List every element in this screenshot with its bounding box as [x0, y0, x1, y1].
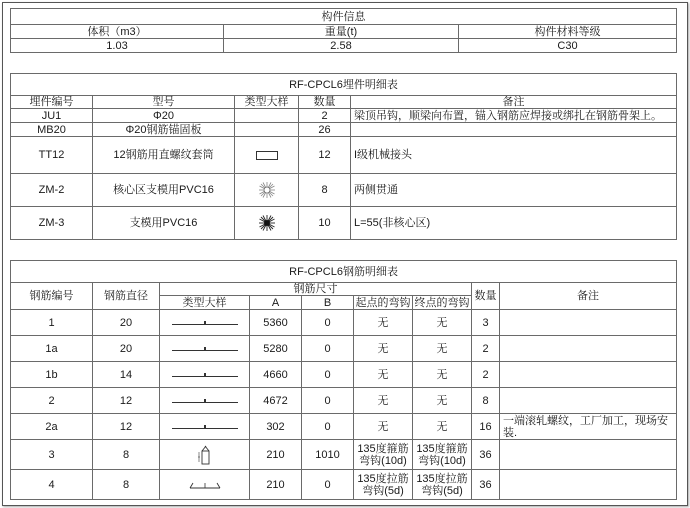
rebar-hook-end: 135度拉筋弯钩(5d): [413, 470, 472, 500]
rebar-sample: [160, 388, 250, 414]
embed-header-sample: 类型大样: [235, 96, 299, 109]
table-row: [11, 207, 677, 240]
starburst-dark-icon: [257, 213, 277, 233]
rebar-b: 0: [302, 388, 354, 414]
embed-qty: 12: [299, 137, 351, 174]
rebar-hook-start: 无: [354, 310, 413, 336]
rebar-a: 210: [250, 470, 302, 500]
rebar-header-sample: 类型大样: [160, 296, 250, 310]
rebar-a: 5280: [250, 336, 302, 362]
embed-id: MB20: [11, 123, 93, 137]
rebar-dia: 14: [93, 362, 160, 388]
embed-model: Φ20: [93, 109, 235, 123]
rebar-header-note: 备注: [500, 283, 677, 310]
rect-icon: [256, 151, 278, 160]
rebar-note: 一端滚轧螺纹，工厂加工，现场安装.: [500, 414, 677, 440]
rebar-note: [500, 388, 677, 414]
rebar-qty: 2: [472, 362, 500, 388]
embed-note: 两侧贯通: [351, 174, 677, 207]
embed-header-id: 埋件编号: [11, 96, 93, 109]
rebar-b: 1010: [302, 440, 354, 470]
table-row: [11, 440, 677, 470]
rebar-sample: [160, 440, 250, 470]
rebar-hook-end: 无: [413, 414, 472, 440]
embedded-parts-table: [10, 73, 677, 240]
rebar-qty: 3: [472, 310, 500, 336]
rebar-qty: 16: [472, 414, 500, 440]
rebar-b: 0: [302, 336, 354, 362]
table-row: [11, 109, 677, 123]
embed-sample: [235, 207, 299, 240]
rebar-sample: [160, 310, 250, 336]
embed-sample: [235, 174, 299, 207]
info-weight-value: 2.58: [224, 39, 459, 53]
table-row: [11, 388, 677, 414]
table-row: [11, 310, 677, 336]
rebar-hook-start: 135度箍筋弯钩(10d): [354, 440, 413, 470]
straight-bar-icon: [172, 422, 238, 432]
rebar-header-a: A: [250, 296, 302, 310]
rebar-sample: [160, 470, 250, 500]
table-row: [11, 336, 677, 362]
embed-id: ZM-3: [11, 207, 93, 240]
info-header-grade: 构件材料等级: [459, 25, 677, 39]
rebar-note: [500, 336, 677, 362]
rebar-qty: 2: [472, 336, 500, 362]
info-header-weight: 重量(t): [224, 25, 459, 39]
embed-id: JU1: [11, 109, 93, 123]
embed-header-note: 备注: [351, 96, 677, 109]
rebar-id: 3: [11, 440, 93, 470]
table-row: [11, 174, 677, 207]
rebar-hook-end: 无: [413, 388, 472, 414]
embed-model: 核心区支模用PVC16: [93, 174, 235, 207]
table-row: [11, 414, 677, 440]
rebar-hook-start: 无: [354, 362, 413, 388]
info-title: 构件信息: [11, 9, 677, 25]
rebar-hook-start: 135度拉筋弯钩(5d): [354, 470, 413, 500]
info-volume-value: 1.03: [11, 39, 224, 53]
rebar-qty: 36: [472, 440, 500, 470]
table-row: [11, 470, 677, 500]
embed-qty: 26: [299, 123, 351, 137]
rebar-dia: 20: [93, 336, 160, 362]
rebar-a: 302: [250, 414, 302, 440]
rebar-hook-start: 无: [354, 336, 413, 362]
rebar-a: 210: [250, 440, 302, 470]
table-row: [11, 137, 677, 174]
embed-model: Φ20钢筋锚固板: [93, 123, 235, 137]
rebar-sample: [160, 336, 250, 362]
embed-qty: 8: [299, 174, 351, 207]
straight-bar-icon: [172, 318, 238, 328]
rebar-id: 2a: [11, 414, 93, 440]
embed-sample: [235, 109, 299, 123]
rebar-header-id: 钢筋编号: [11, 283, 93, 310]
component-info-table: [10, 8, 677, 53]
rebar-a: 4672: [250, 388, 302, 414]
rebar-dia: 12: [93, 388, 160, 414]
rebar-b: 0: [302, 362, 354, 388]
embed-qty: 2: [299, 109, 351, 123]
straight-bar-icon: [172, 370, 238, 380]
rebar-note: [500, 310, 677, 336]
rebar-dia: 20: [93, 310, 160, 336]
embed-header-model: 型号: [93, 96, 235, 109]
rebar-hook-end: 无: [413, 362, 472, 388]
rebar-a: 5360: [250, 310, 302, 336]
rebar-id: 2: [11, 388, 93, 414]
rebar-b: 0: [302, 470, 354, 500]
rebar-b: 0: [302, 414, 354, 440]
embed-model: 12钢筋用直螺纹套筒: [93, 137, 235, 174]
rebar-dia: 8: [93, 440, 160, 470]
rebar-title: RF-CPCL6钢筋明细表: [11, 261, 677, 283]
rebar-dia: 12: [93, 414, 160, 440]
rebar-note: [500, 470, 677, 500]
rebar-qty: 36: [472, 470, 500, 500]
rebar-id: 1: [11, 310, 93, 336]
rebar-header-qty: 数量: [472, 283, 500, 310]
embed-title: RF-CPCL6埋件明细表: [11, 74, 677, 96]
embed-note: [351, 123, 677, 137]
info-header-volume: 体积（m3）: [11, 25, 224, 39]
embed-header-qty: 数量: [299, 96, 351, 109]
rebar-dia: 8: [93, 470, 160, 500]
rebar-header-hook-start: 起点的弯钩: [355, 296, 411, 309]
rebar-id: 4: [11, 470, 93, 500]
rebar-qty: 8: [472, 388, 500, 414]
rebar-hook-start: 无: [354, 388, 413, 414]
rebar-hook-end: 135度箍筋弯钩(10d): [413, 440, 472, 470]
embed-sample: [235, 137, 299, 174]
table-row: [11, 123, 677, 137]
rebar-sample: [160, 414, 250, 440]
rebar-a: 4660: [250, 362, 302, 388]
rebar-note: [500, 440, 677, 470]
embed-model: 支模用PVC16: [93, 207, 235, 240]
rebar-header-b: B: [302, 296, 354, 310]
rebar-hook-end: 无: [413, 310, 472, 336]
rebar-header-hook-end: 终点的弯钩: [414, 296, 470, 309]
rebar-table: [10, 260, 677, 500]
rebar-hook-start: 无: [354, 414, 413, 440]
info-grade-value: C30: [459, 39, 677, 53]
embed-note: 梁顶吊钩，顺梁向布置，锚入钢筋应焊接或绑扎在钢筋骨架上。: [351, 109, 677, 123]
rebar-b: 0: [302, 310, 354, 336]
stirrup-icon: [195, 443, 215, 467]
rebar-header-size: 钢筋尺寸: [160, 283, 472, 296]
embed-id: TT12: [11, 137, 93, 174]
rebar-id: 1b: [11, 362, 93, 388]
rebar-sample: [160, 362, 250, 388]
rebar-note: [500, 362, 677, 388]
starburst-light-icon: [257, 180, 277, 200]
embed-qty: 10: [299, 207, 351, 240]
table-row: [11, 362, 677, 388]
embed-sample: [235, 123, 299, 137]
embed-note: L=55(非核心区): [351, 207, 677, 240]
embed-note: I级机械接头: [351, 137, 677, 174]
embed-id: ZM-2: [11, 174, 93, 207]
straight-bar-icon: [172, 396, 238, 406]
tie-bar-icon: [187, 477, 223, 493]
straight-bar-icon: [172, 344, 238, 354]
rebar-id: 1a: [11, 336, 93, 362]
rebar-header-dia: 钢筋直径: [93, 283, 160, 310]
rebar-hook-end: 无: [413, 336, 472, 362]
